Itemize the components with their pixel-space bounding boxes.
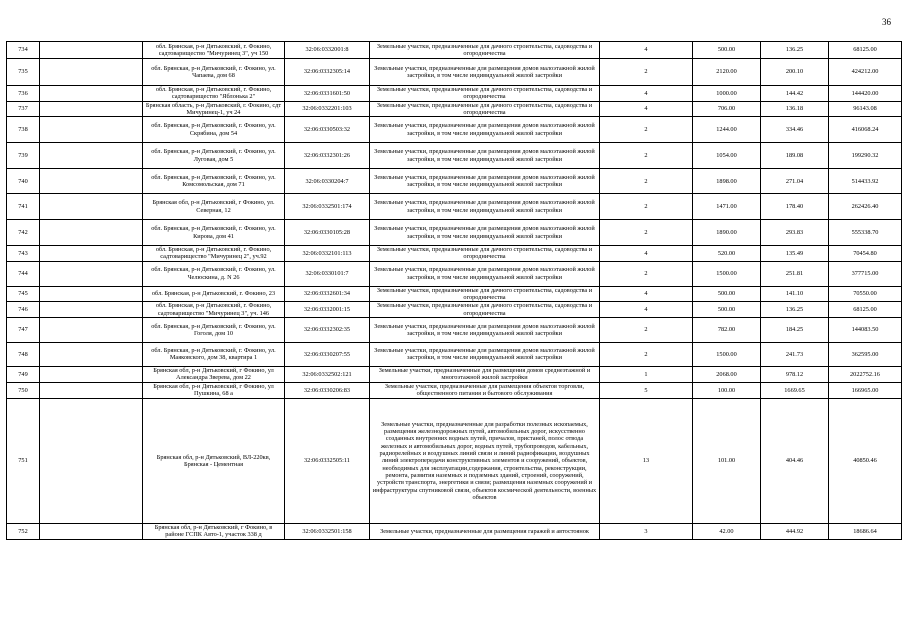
address-cell: обл. Брянская, р-н Дятьковский, г. Фокино, 23 xyxy=(143,286,285,302)
area-cell: 500.00 xyxy=(693,286,761,302)
group-cell: 2 xyxy=(600,117,693,143)
value-cell: 96143.08 xyxy=(829,101,902,117)
blank-cell xyxy=(40,261,143,286)
address-cell: обл. Брянская, р-н Дятьковский, г. Фокино, ул. Челюскина, д. N 26 xyxy=(143,261,285,286)
table-row xyxy=(7,382,902,398)
group-cell: 4 xyxy=(600,302,693,318)
value-cell: 70550.00 xyxy=(829,286,902,302)
rate-cell: 271.04 xyxy=(761,169,829,194)
page-number: 36 xyxy=(882,17,891,27)
cadastral-number-cell: 32:06:0330206:83 xyxy=(285,382,370,398)
land-use-cell: Земельные участки, предназначенные для размещения объектов торговли, общественного питания и бытового обслуживания xyxy=(370,382,600,398)
group-cell: 3 xyxy=(600,523,693,539)
land-use-cell: Земельные участки, предназначенные для размещения гаражей и автостоянок xyxy=(370,523,600,539)
address-cell: обл. Брянская, р-н Дятьковский, г. Фокино, ул. Скрябина, дом 54 xyxy=(143,117,285,143)
area-cell: 2068.00 xyxy=(693,366,761,382)
blank-cell xyxy=(40,246,143,262)
area-cell: 1471.00 xyxy=(693,194,761,220)
area-cell: 782.00 xyxy=(693,317,761,342)
group-cell: 2 xyxy=(600,261,693,286)
group-cell: 4 xyxy=(600,246,693,262)
land-use-cell: Земельные участки, предназначенные для дачного строительства, садоводства и огородничества xyxy=(370,246,600,262)
row-number: 751 xyxy=(7,398,40,523)
row-number: 742 xyxy=(7,220,40,246)
address-cell: обл. Брянская, р-н Дятьковский, г. Фокино, садтоварищество "Мичуринец 3", уч 150 xyxy=(143,42,285,59)
row-number: 738 xyxy=(7,117,40,143)
group-cell: 5 xyxy=(600,382,693,398)
rate-cell: 444.92 xyxy=(761,523,829,539)
address-cell: обл. Брянская, р-н Дятьковский, г. Фокино, ул. Маяковского, дом 38, квартира 1 xyxy=(143,342,285,366)
rate-cell: 1669.65 xyxy=(761,382,829,398)
rate-cell: 136.18 xyxy=(761,101,829,117)
cadastral-number-cell: 32:06:0332601:34 xyxy=(285,286,370,302)
row-number: 735 xyxy=(7,59,40,86)
land-use-cell: Земельные участки, предназначенные для дачного строительства, садоводства и огородничества xyxy=(370,286,600,302)
land-use-cell: Земельные участки, предназначенные для размещения домов малоэтажной жилой застройки, в том числе индивидуальной жилой застройки xyxy=(370,194,600,220)
rate-cell: 136.25 xyxy=(761,302,829,318)
rate-cell: 334.46 xyxy=(761,117,829,143)
value-cell: 40850.46 xyxy=(829,398,902,523)
value-cell: 514433.92 xyxy=(829,169,902,194)
table-row xyxy=(7,143,902,169)
rate-cell: 136.25 xyxy=(761,42,829,59)
area-cell: 1500.00 xyxy=(693,342,761,366)
rate-cell: 200.10 xyxy=(761,59,829,86)
blank-cell xyxy=(40,194,143,220)
value-cell: 70454.80 xyxy=(829,246,902,262)
rate-cell: 404.46 xyxy=(761,398,829,523)
address-cell: обл. Брянская, р-н Дятьковский, г. Фокино, ул. Луговая, дом 5 xyxy=(143,143,285,169)
group-cell: 2 xyxy=(600,169,693,194)
area-cell: 500.00 xyxy=(693,302,761,318)
rate-cell: 241.73 xyxy=(761,342,829,366)
table-row xyxy=(7,59,902,86)
table-row xyxy=(7,366,902,382)
group-cell: 4 xyxy=(600,286,693,302)
table-row xyxy=(7,194,902,220)
cadastral-number-cell: 32:06:0330207:55 xyxy=(285,342,370,366)
row-number: 743 xyxy=(7,246,40,262)
row-number: 746 xyxy=(7,302,40,318)
table-row xyxy=(7,398,902,523)
blank-cell xyxy=(40,143,143,169)
row-number: 747 xyxy=(7,317,40,342)
address-cell: обл. Брянская, р-н Дятьковский, г. Фокино, ул. Комсомольская, дом 71 xyxy=(143,169,285,194)
group-cell: 2 xyxy=(600,317,693,342)
value-cell: 416068.24 xyxy=(829,117,902,143)
land-use-cell: Земельные участки, предназначенные для дачного строительства, садоводства и огородничества xyxy=(370,42,600,59)
rate-cell: 189.08 xyxy=(761,143,829,169)
value-cell: 144083.50 xyxy=(829,317,902,342)
rate-cell: 144.42 xyxy=(761,86,829,102)
land-use-cell: Земельные участки, предназначенные для размещения домов среднеэтажной и многоэтажной жилой застройки xyxy=(370,366,600,382)
group-cell: 4 xyxy=(600,101,693,117)
cadastral-number-cell: 32:06:0332505:11 xyxy=(285,398,370,523)
blank-cell xyxy=(40,366,143,382)
table-row xyxy=(7,286,902,302)
cadastral-number-cell: 32:06:0332302:35 xyxy=(285,317,370,342)
cadastral-number-cell: 32:06:0331601:50 xyxy=(285,86,370,102)
area-cell: 1244.00 xyxy=(693,117,761,143)
rate-cell: 293.83 xyxy=(761,220,829,246)
address-cell: обл. Брянская, р-н Дятьковский, г. Фокино, ул. Чапаева, дом 68 xyxy=(143,59,285,86)
rate-cell: 135.49 xyxy=(761,246,829,262)
value-cell: 68125.00 xyxy=(829,42,902,59)
rate-cell: 178.40 xyxy=(761,194,829,220)
land-use-cell: Земельные участки, предназначенные для размещения домов малоэтажной жилой застройки, в том числе индивидуальной жилой застройки xyxy=(370,59,600,86)
address-cell: обл. Брянская, р-н Дятьковский, г. Фокино, садтоварищество "Яблонька 2" xyxy=(143,86,285,102)
address-cell: Брянская обл, р-н Дятьковский, г Фокино, ул Пушкина, 68 а xyxy=(143,382,285,398)
table-row xyxy=(7,342,902,366)
area-cell: 42.00 xyxy=(693,523,761,539)
value-cell: 144420.00 xyxy=(829,86,902,102)
group-cell: 2 xyxy=(600,59,693,86)
rate-cell: 978.12 xyxy=(761,366,829,382)
cadastral-number-cell: 32:06:0330105:28 xyxy=(285,220,370,246)
area-cell: 1890.00 xyxy=(693,220,761,246)
area-cell: 500.00 xyxy=(693,42,761,59)
blank-cell xyxy=(40,42,143,59)
table-row xyxy=(7,220,902,246)
value-cell: 2022752.16 xyxy=(829,366,902,382)
rate-cell: 141.10 xyxy=(761,286,829,302)
blank-cell xyxy=(40,382,143,398)
blank-cell xyxy=(40,101,143,117)
row-number: 736 xyxy=(7,86,40,102)
address-cell: обл. Брянская, р-н Дятьковский, г. Фокино, ул. Кирова, дом 41 xyxy=(143,220,285,246)
address-cell: Брянская обл, р-н Дятьковский, ВЛ-220кв, Брянская - Цементная xyxy=(143,398,285,523)
blank-cell xyxy=(40,286,143,302)
cadastral-number-cell: 32:06:0332101:113 xyxy=(285,246,370,262)
land-use-cell: Земельные участки, предназначенные для размещения домов малоэтажной жилой застройки, в том числе индивидуальной жилой застройки xyxy=(370,117,600,143)
cadastral-number-cell: 32:06:0330101:7 xyxy=(285,261,370,286)
cadastral-number-cell: 32:06:0332501:174 xyxy=(285,194,370,220)
row-number: 750 xyxy=(7,382,40,398)
group-cell: 4 xyxy=(600,42,693,59)
group-cell: 2 xyxy=(600,143,693,169)
land-valuation-table xyxy=(6,41,902,540)
blank-cell xyxy=(40,302,143,318)
table-row xyxy=(7,101,902,117)
area-cell: 100.00 xyxy=(693,382,761,398)
blank-cell xyxy=(40,220,143,246)
blank-cell xyxy=(40,398,143,523)
address-cell: обл. Брянская, р-н Дятьковский, г. Фокино, ул. Гоголя, дом 10 xyxy=(143,317,285,342)
area-cell: 520.00 xyxy=(693,246,761,262)
rate-cell: 251.81 xyxy=(761,261,829,286)
table-row xyxy=(7,317,902,342)
land-use-cell: Земельные участки, предназначенные для размещения домов малоэтажной жилой застройки, в том числе индивидуальной жилой застройки xyxy=(370,220,600,246)
blank-cell xyxy=(40,523,143,539)
blank-cell xyxy=(40,86,143,102)
cadastral-number-cell: 32:06:0332502:121 xyxy=(285,366,370,382)
address-cell: Брянская обл, р-н Дятьковский, г Фокино, в районе ГСПК Авто-1, участок 338 д xyxy=(143,523,285,539)
cadastral-number-cell: 32:06:0332301:26 xyxy=(285,143,370,169)
land-use-cell: Земельные участки, предназначенные для разработки полезных ископаемых, размещения железнодорожных путей, автомобильных дорог, искусственно созданных внутренних водных путей, причалов, пристаней, полос отвода железных и автомобильных дорог, водных путей, трубопроводов, кабельных, радиорелейных и воздушных линий связи и линий радиофикации, воздушных линий электропередачи конструктивных элементов и сооружений, объектов, необходимых для эксплуатации,содержания, строительства, реконструкции, ремонта, развития наземных и подземных зданий, строений, сооружений, устройств транспорта, энергетики и связи; размещения наземных сооружений и инфраструктуры спутниковой связи, объектов космической деятельности, военных объектов xyxy=(370,398,600,523)
table-row xyxy=(7,117,902,143)
table-row xyxy=(7,523,902,539)
table-row xyxy=(7,42,902,59)
group-cell: 2 xyxy=(600,342,693,366)
land-use-cell: Земельные участки, предназначенные для дачного строительства, садоводства и огородничества xyxy=(370,101,600,117)
value-cell: 199290.32 xyxy=(829,143,902,169)
row-number: 749 xyxy=(7,366,40,382)
value-cell: 68125.00 xyxy=(829,302,902,318)
row-number: 741 xyxy=(7,194,40,220)
row-number: 752 xyxy=(7,523,40,539)
row-number: 748 xyxy=(7,342,40,366)
row-number: 739 xyxy=(7,143,40,169)
cadastral-number-cell: 32:06:0332001:15 xyxy=(285,302,370,318)
blank-cell xyxy=(40,317,143,342)
cadastral-number-cell: 32:06:0332001:8 xyxy=(285,42,370,59)
address-cell: Брянская область, р-н Дятьковский, г. Фокино, сдт Мичуринец-1, уч 24 xyxy=(143,101,285,117)
row-number: 745 xyxy=(7,286,40,302)
value-cell: 166965.00 xyxy=(829,382,902,398)
cadastral-number-cell: 32:06:0332201:103 xyxy=(285,101,370,117)
land-use-cell: Земельные участки, предназначенные для размещения домов малоэтажной жилой застройки, в том числе индивидуальной жилой застройки xyxy=(370,317,600,342)
area-cell: 1500.00 xyxy=(693,261,761,286)
cadastral-number-cell: 32:06:0332501:158 xyxy=(285,523,370,539)
group-cell: 2 xyxy=(600,194,693,220)
address-cell: Брянская обл, р-н Дятьковский, г Фокино, ул. Северная, 12 xyxy=(143,194,285,220)
land-use-cell: Земельные участки, предназначенные для размещения домов малоэтажной жилой застройки, в том числе индивидуальной жилой застройки xyxy=(370,143,600,169)
table-row xyxy=(7,246,902,262)
value-cell: 362595.00 xyxy=(829,342,902,366)
row-number: 744 xyxy=(7,261,40,286)
group-cell: 13 xyxy=(600,398,693,523)
address-cell: Брянская обл, р-н Дятьковский, г Фокино, ул Александра Зверева, дом 22 xyxy=(143,366,285,382)
land-use-cell: Земельные участки, предназначенные для дачного строительства, садоводства и огородничества xyxy=(370,86,600,102)
blank-cell xyxy=(40,169,143,194)
row-number: 737 xyxy=(7,101,40,117)
blank-cell xyxy=(40,342,143,366)
group-cell: 1 xyxy=(600,366,693,382)
row-number: 734 xyxy=(7,42,40,59)
land-use-cell: Земельные участки, предназначенные для размещения домов малоэтажной жилой застройки, в том числе индивидуальной жилой застройки xyxy=(370,342,600,366)
area-cell: 1054.00 xyxy=(693,143,761,169)
address-cell: обл. Брянская, р-н Дятьковский, г. Фокино, садтоварищество "Мичуринец 2", уч.92 xyxy=(143,246,285,262)
cadastral-number-cell: 32:06:0330503:32 xyxy=(285,117,370,143)
area-cell: 1000.00 xyxy=(693,86,761,102)
land-use-cell: Земельные участки, предназначенные для размещения домов малоэтажной жилой застройки, в том числе индивидуальной жилой застройки xyxy=(370,261,600,286)
group-cell: 4 xyxy=(600,86,693,102)
address-cell: обл. Брянская, р-н Дятьковский, г. Фокино, садтоварищество "Мичуринец 3", уч. 146 xyxy=(143,302,285,318)
blank-cell xyxy=(40,59,143,86)
blank-cell xyxy=(40,117,143,143)
land-use-cell: Земельные участки, предназначенные для дачного строительства, садоводства и огородничества xyxy=(370,302,600,318)
value-cell: 555338.70 xyxy=(829,220,902,246)
value-cell: 262426.40 xyxy=(829,194,902,220)
table-row xyxy=(7,169,902,194)
area-cell: 706.00 xyxy=(693,101,761,117)
group-cell: 2 xyxy=(600,220,693,246)
table-body xyxy=(7,42,902,540)
value-cell: 377715.00 xyxy=(829,261,902,286)
table-row xyxy=(7,86,902,102)
value-cell: 18686.64 xyxy=(829,523,902,539)
cadastral-number-cell: 32:06:0330204:7 xyxy=(285,169,370,194)
table-row xyxy=(7,261,902,286)
row-number: 740 xyxy=(7,169,40,194)
area-cell: 2120.00 xyxy=(693,59,761,86)
cadastral-number-cell: 32:06:0332305:14 xyxy=(285,59,370,86)
land-use-cell: Земельные участки, предназначенные для размещения домов малоэтажной жилой застройки, в том числе индивидуальной жилой застройки xyxy=(370,169,600,194)
value-cell: 424212.00 xyxy=(829,59,902,86)
area-cell: 101.00 xyxy=(693,398,761,523)
table-row xyxy=(7,302,902,318)
rate-cell: 184.25 xyxy=(761,317,829,342)
area-cell: 1898.00 xyxy=(693,169,761,194)
